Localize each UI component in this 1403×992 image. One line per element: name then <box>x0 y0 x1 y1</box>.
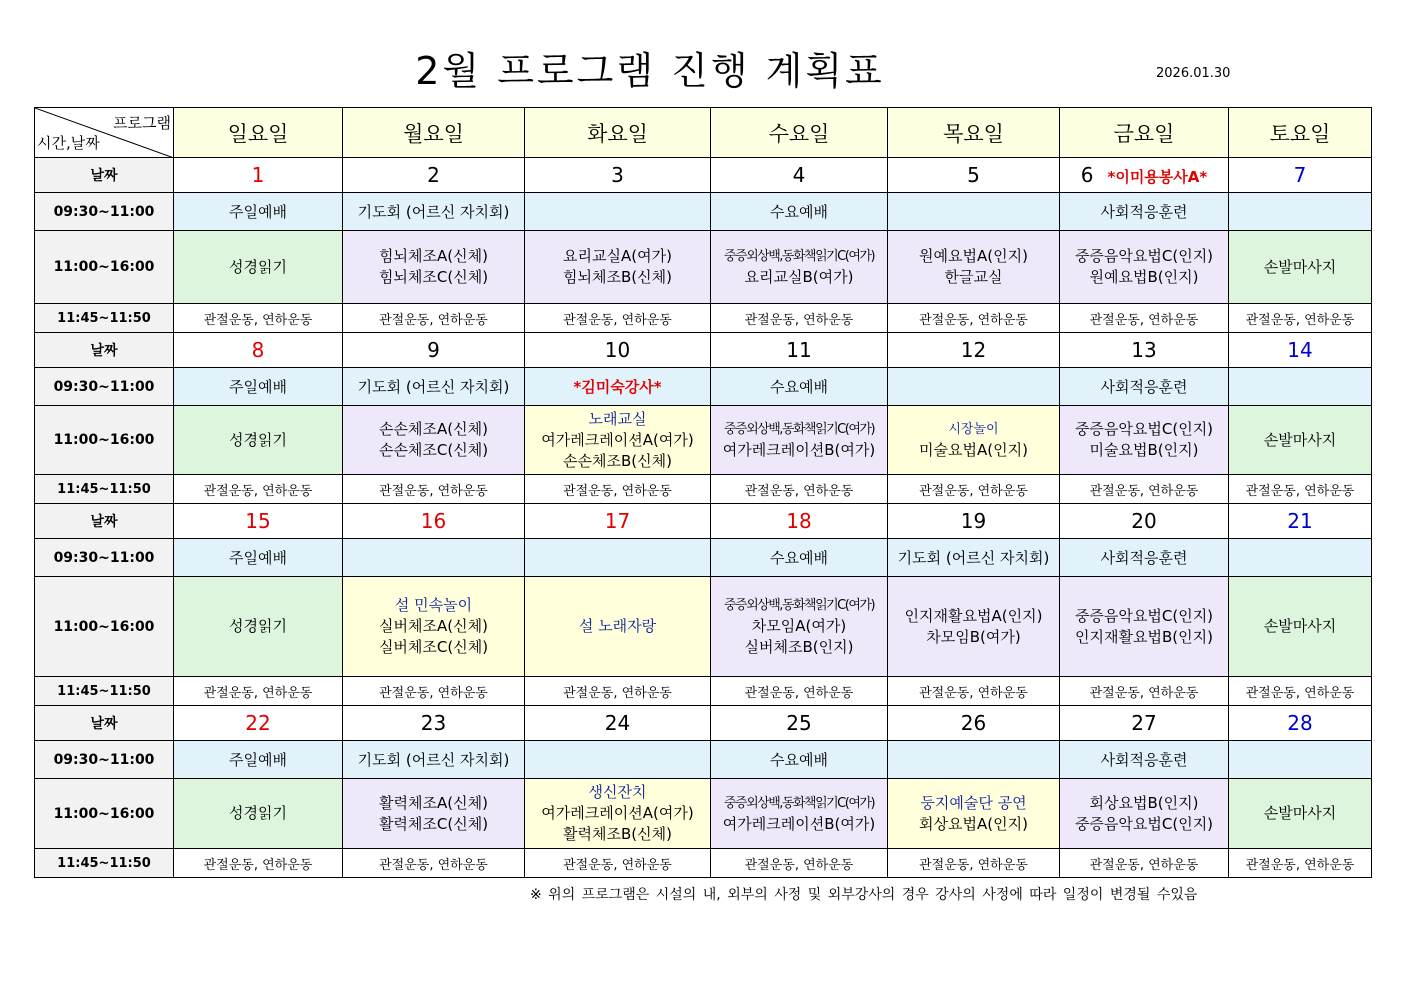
date-cell: 3 <box>525 158 711 193</box>
exercise-cell: 관절운동, 연하운동 <box>1060 677 1229 706</box>
morning-cell: 사회적응훈련 <box>1060 539 1229 577</box>
program-line: 인지재활요법B(인지) <box>1075 627 1213 646</box>
date-cell: 24 <box>525 706 711 741</box>
program-line: 활력체조A(신체) <box>379 793 488 812</box>
morning-cell: 주일예배 <box>174 193 343 231</box>
program-line: 중증외상백,동화책읽기C(여가) <box>723 598 875 613</box>
date-cell: 5 <box>888 158 1060 193</box>
date-cell: 11 <box>711 333 888 368</box>
program-cell <box>525 779 711 849</box>
footer-note: ※ 위의 프로그램은 시설의 내, 외부의 사정 및 외부강사의 경우 강사의 사정에 따라 일정이 변경될 수있음 <box>530 887 1198 903</box>
week1-main-row <box>35 231 1372 304</box>
program-line: 중증외상백,동화책읽기C(여가) <box>723 249 875 264</box>
morning-cell: 수요예배 <box>711 368 888 406</box>
morning-cell: 주일예배 <box>174 539 343 577</box>
exercise-cell: 관절운동, 연하운동 <box>888 475 1060 504</box>
program-line: 차모임A(여가) <box>751 617 847 635</box>
program-line: 성경읽기 <box>229 257 287 276</box>
morning-cell <box>525 539 711 577</box>
program-line: 실버체조B(인지) <box>744 638 854 656</box>
program-cell <box>711 779 888 849</box>
program-line: 힘뇌체조A(신체) <box>379 247 488 265</box>
morning-cell: 주일예배 <box>174 741 343 779</box>
row-label-main: 11:00~16:00 <box>35 406 174 475</box>
row-label-morning: 09:30~11:00 <box>35 368 174 406</box>
program-line: 성경읽기 <box>229 430 287 449</box>
corner-cell <box>35 108 174 158</box>
week2-date-row <box>35 333 1372 368</box>
exercise-cell: 관절운동, 연하운동 <box>1229 475 1372 504</box>
program-cell <box>888 406 1060 475</box>
morning-cell: 기도회 (어르신 자치회) <box>343 741 525 779</box>
exercise-cell: 관절운동, 연하운동 <box>711 475 888 504</box>
morning-cell: 사회적응훈련 <box>1060 193 1229 231</box>
exercise-cell: 관절운동, 연하운동 <box>888 677 1060 706</box>
corner-time-label: 시간,날짜 <box>37 134 100 152</box>
day-tuesday: 화요일 <box>525 108 711 158</box>
morning-cell: 사회적응훈련 <box>1060 741 1229 779</box>
date-cell: 12 <box>888 333 1060 368</box>
row-label-exercise: 11:45~11:50 <box>35 304 174 333</box>
program-line: 원예요법B(인지) <box>1089 268 1199 286</box>
program-line: 미술요법B(인지) <box>1089 441 1199 459</box>
exercise-cell: 관절운동, 연하운동 <box>888 304 1060 333</box>
program-cell <box>711 231 888 304</box>
morning-cell: 주일예배 <box>174 368 343 406</box>
date-cell: 1 <box>174 158 343 193</box>
program-cell <box>888 577 1060 677</box>
morning-cell: 사회적응훈련 <box>1060 368 1229 406</box>
exercise-cell: 관절운동, 연하운동 <box>711 304 888 333</box>
morning-cell: 기도회 (어르신 자치회) <box>343 368 525 406</box>
morning-cell: 수요예배 <box>711 741 888 779</box>
date-cell: 17 <box>525 504 711 539</box>
program-line: 회상요법A(인지) <box>919 814 1028 833</box>
program-line: 손손체조C(신체) <box>378 441 489 459</box>
row-label-date: 날짜 <box>35 706 174 741</box>
date-cell: 19 <box>888 504 1060 539</box>
morning-cell <box>888 193 1060 231</box>
week2-exercise-row <box>35 475 1372 504</box>
date-cell: 4 <box>711 158 888 193</box>
program-line: 손손체조A(신체) <box>379 420 488 438</box>
program-line: 활력체조B(신체) <box>563 825 672 843</box>
program-line: 손발마사지 <box>1263 257 1337 276</box>
program-cell <box>1060 231 1229 304</box>
row-label-morning: 09:30~11:00 <box>35 539 174 577</box>
program-cell <box>525 231 711 304</box>
exercise-cell: 관절운동, 연하운동 <box>1229 849 1372 878</box>
date-cell: 8 <box>174 333 343 368</box>
day-monday: 월요일 <box>343 108 525 158</box>
week3-morning-row <box>35 539 1372 577</box>
morning-cell <box>525 741 711 779</box>
morning-cell <box>888 368 1060 406</box>
program-cell <box>343 406 525 475</box>
program-line: 중증음악요법C(인지) <box>1074 814 1214 833</box>
week2-main-row <box>35 406 1372 475</box>
program-line: 차모임B(여가) <box>926 627 1021 646</box>
date-cell: 14 <box>1229 333 1372 368</box>
program-cell <box>525 406 711 475</box>
program-line: 실버체조A(신체) <box>379 617 488 635</box>
exercise-cell: 관절운동, 연하운동 <box>174 475 343 504</box>
date-cell: 21 <box>1229 504 1372 539</box>
exercise-cell: 관절운동, 연하운동 <box>888 849 1060 878</box>
program-cell <box>525 577 711 677</box>
exercise-cell: 관절운동, 연하운동 <box>1060 475 1229 504</box>
exercise-cell: 관절운동, 연하운동 <box>525 475 711 504</box>
program-cell <box>174 406 343 475</box>
program-cell <box>343 779 525 849</box>
program-line: 한글교실 <box>944 268 1003 286</box>
program-cell <box>1060 406 1229 475</box>
program-line: 중증외상백,동화책읽기C(여가) <box>723 795 875 811</box>
program-line: 성경읽기 <box>229 804 287 822</box>
program-line: 손발마사지 <box>1263 430 1337 449</box>
program-line: 여가레크레이션B(여가) <box>722 441 876 459</box>
program-line: 여가레크레이션B(여가) <box>722 814 876 833</box>
exercise-cell: 관절운동, 연하운동 <box>1060 304 1229 333</box>
exercise-cell: 관절운동, 연하운동 <box>343 475 525 504</box>
exercise-cell: 관절운동, 연하운동 <box>711 849 888 878</box>
morning-cell <box>1229 368 1372 406</box>
program-cell <box>343 577 525 677</box>
week4-main-row <box>35 779 1372 849</box>
program-line: 실버체조C(신체) <box>378 638 489 656</box>
date-cell: 28 <box>1229 706 1372 741</box>
program-line: 손발마사지 <box>1263 804 1337 822</box>
morning-cell <box>1229 539 1372 577</box>
row-label-main: 11:00~16:00 <box>35 577 174 677</box>
day-saturday: 토요일 <box>1229 108 1372 158</box>
morning-cell <box>343 539 525 577</box>
exercise-cell: 관절운동, 연하운동 <box>1229 304 1372 333</box>
exercise-cell: 관절운동, 연하운동 <box>525 849 711 878</box>
row-label-morning: 09:30~11:00 <box>35 193 174 231</box>
day-wednesday: 수요일 <box>711 108 888 158</box>
week4-exercise-row <box>35 849 1372 878</box>
date-cell: 2 <box>343 158 525 193</box>
exercise-cell: 관절운동, 연하운동 <box>525 677 711 706</box>
program-line: 요리교실A(여가) <box>563 247 672 265</box>
program-cell <box>174 577 343 677</box>
program-line: 원예요법A(인지) <box>919 247 1028 265</box>
program-cell <box>711 406 888 475</box>
program-cell <box>174 779 343 849</box>
day-sunday: 일요일 <box>174 108 343 158</box>
day-friday: 금요일 <box>1060 108 1229 158</box>
week3-main-row <box>35 577 1372 677</box>
program-cell <box>1229 577 1372 677</box>
date-cell: 13 <box>1060 333 1229 368</box>
date-cell: 27 <box>1060 706 1229 741</box>
program-line: 중증음악요법C(인지) <box>1074 606 1214 625</box>
program-line: 중증음악요법C(인지) <box>1074 247 1214 265</box>
program-line: 설 민속놀이 <box>394 596 473 614</box>
program-line: 시장놀이 <box>948 422 999 437</box>
exercise-cell: 관절운동, 연하운동 <box>1229 677 1372 706</box>
program-line: 힘뇌체조C(신체) <box>378 268 489 286</box>
row-label-exercise: 11:45~11:50 <box>35 849 174 878</box>
exercise-cell: 관절운동, 연하운동 <box>174 849 343 878</box>
program-line: 설 노래자랑 <box>578 617 657 635</box>
program-line: 노래교실 <box>588 409 647 428</box>
row-label-date: 날짜 <box>35 333 174 368</box>
day-header-row <box>35 108 1372 158</box>
morning-cell: *김미숙강사* <box>525 368 711 406</box>
program-line: 손발마사지 <box>1263 617 1337 635</box>
row-label-exercise: 11:45~11:50 <box>35 677 174 706</box>
date-cell: 25 <box>711 706 888 741</box>
week2-morning-row <box>35 368 1372 406</box>
morning-cell <box>1229 193 1372 231</box>
date-cell: 9 <box>343 333 525 368</box>
date-cell: 10 <box>525 333 711 368</box>
date-cell: 15 <box>174 504 343 539</box>
exercise-cell: 관절운동, 연하운동 <box>711 677 888 706</box>
program-line: 손손체조B(신체) <box>563 451 672 470</box>
program-line: 둥지예술단 공연 <box>920 793 1027 812</box>
morning-cell: 기도회 (어르신 자치회) <box>888 539 1060 577</box>
corner-program-label: 프로그램 <box>113 114 171 132</box>
program-cell <box>1229 406 1372 475</box>
program-line: 여가레크레이션A(여가) <box>541 430 694 449</box>
exercise-cell: 관절운동, 연하운동 <box>174 304 343 333</box>
week1-date-row <box>35 158 1372 193</box>
exercise-cell: 관절운동, 연하운동 <box>343 677 525 706</box>
program-line: 중증음악요법C(인지) <box>1074 420 1214 438</box>
row-label-main: 11:00~16:00 <box>35 231 174 304</box>
day-thursday: 목요일 <box>888 108 1060 158</box>
row-label-main: 11:00~16:00 <box>35 779 174 849</box>
page-title: 2월 프로그램 진행 계획표 <box>415 49 885 93</box>
program-line: 여가레크레이션A(여가) <box>541 804 694 822</box>
program-line: 중증외상백,동화책읽기C(여가) <box>723 422 875 437</box>
week3-exercise-row <box>35 677 1372 706</box>
row-label-morning: 09:30~11:00 <box>35 741 174 779</box>
morning-cell <box>888 741 1060 779</box>
date-cell: 7 <box>1229 158 1372 193</box>
document-date: 2026.01.30 <box>1156 66 1231 81</box>
week4-date-row <box>35 706 1372 741</box>
date-cell <box>1060 158 1229 193</box>
program-line: 성경읽기 <box>229 617 287 635</box>
date-cell: 22 <box>174 706 343 741</box>
row-label-date: 날짜 <box>35 504 174 539</box>
date-cell: 26 <box>888 706 1060 741</box>
program-line: 요리교실B(여가) <box>744 268 854 286</box>
date-cell: 16 <box>343 504 525 539</box>
program-cell <box>888 779 1060 849</box>
program-line: 회상요법B(인지) <box>1089 793 1199 812</box>
morning-cell: 기도회 (어르신 자치회) <box>343 193 525 231</box>
program-line: 힘뇌체조B(신체) <box>563 268 672 286</box>
program-line: 인지재활요법A(인지) <box>904 606 1043 625</box>
date-event-label: *이미용봉사A* <box>1107 168 1208 186</box>
program-line: 활력체조C(신체) <box>378 814 489 833</box>
program-cell <box>1060 577 1229 677</box>
program-cell <box>343 231 525 304</box>
exercise-cell: 관절운동, 연하운동 <box>174 677 343 706</box>
program-cell <box>711 577 888 677</box>
week3-date-row <box>35 504 1372 539</box>
week1-morning-row <box>35 193 1372 231</box>
program-cell <box>174 231 343 304</box>
exercise-cell: 관절운동, 연하운동 <box>1060 849 1229 878</box>
program-line: 생신잔치 <box>588 783 647 801</box>
week1-exercise-row <box>35 304 1372 333</box>
schedule-table <box>34 107 1372 878</box>
morning-cell <box>525 193 711 231</box>
program-cell <box>1060 779 1229 849</box>
program-cell <box>1229 779 1372 849</box>
date-cell: 18 <box>711 504 888 539</box>
exercise-cell: 관절운동, 연하운동 <box>343 849 525 878</box>
morning-cell: 수요예배 <box>711 193 888 231</box>
program-line: 미술요법A(인지) <box>919 441 1028 459</box>
morning-cell: 수요예배 <box>711 539 888 577</box>
week4-morning-row <box>35 741 1372 779</box>
program-cell <box>888 231 1060 304</box>
date-cell: 20 <box>1060 504 1229 539</box>
program-cell <box>1229 231 1372 304</box>
row-label-exercise: 11:45~11:50 <box>35 475 174 504</box>
date-number: 6 <box>1080 163 1094 187</box>
morning-cell <box>1229 741 1372 779</box>
exercise-cell: 관절운동, 연하운동 <box>525 304 711 333</box>
date-cell: 23 <box>343 706 525 741</box>
exercise-cell: 관절운동, 연하운동 <box>343 304 525 333</box>
row-label-date: 날짜 <box>35 158 174 193</box>
